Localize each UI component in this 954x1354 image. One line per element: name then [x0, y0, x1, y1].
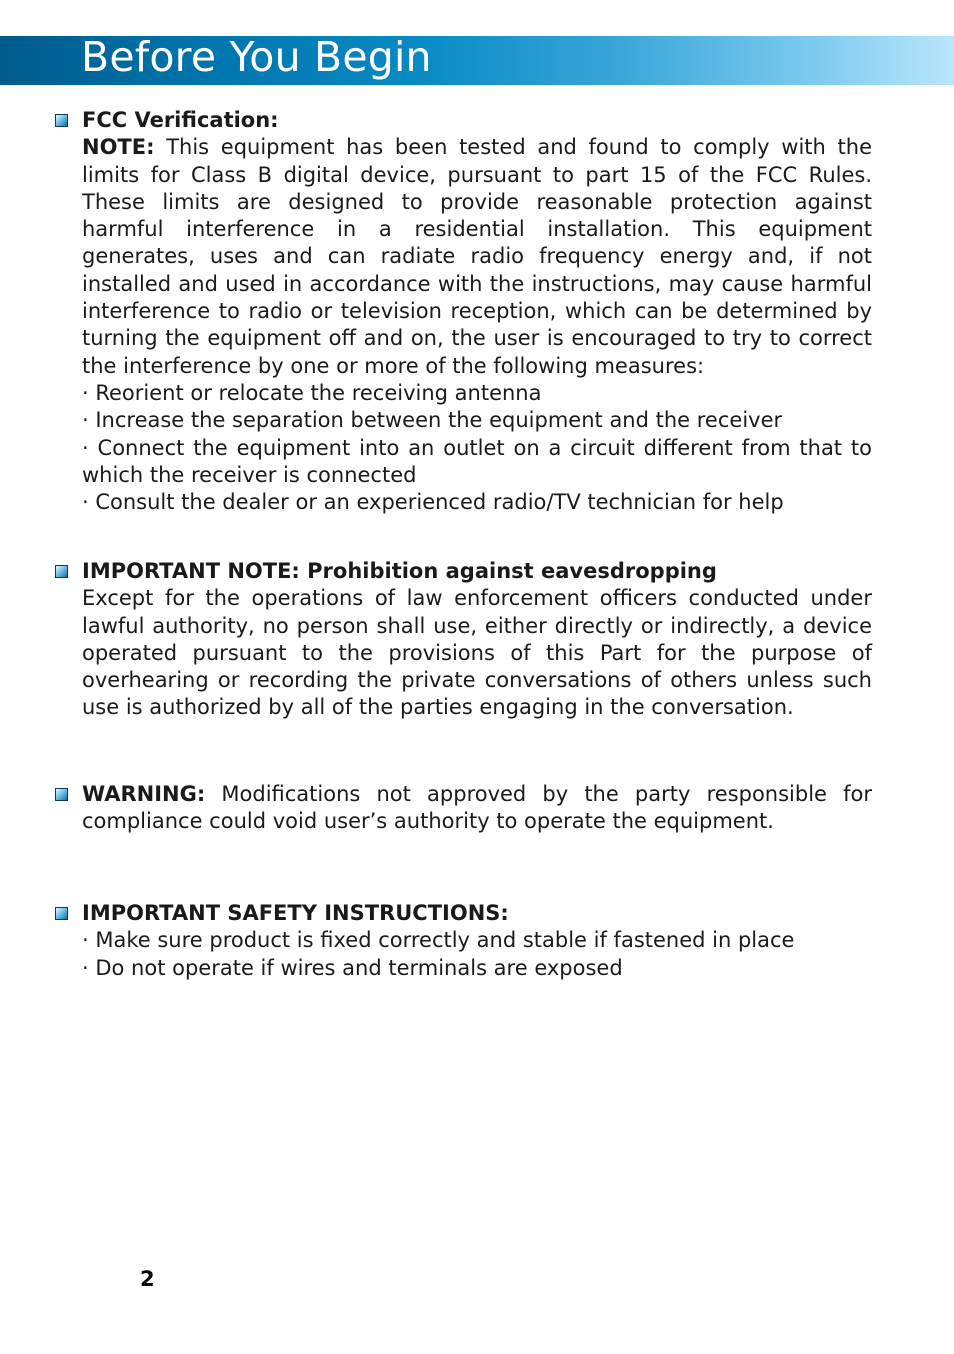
fcc-verification-section	[82, 107, 872, 516]
safety-heading: IMPORTANT SAFETY INSTRUCTIONS:	[82, 901, 509, 925]
square-bullet-icon	[55, 907, 68, 920]
fcc-heading: FCC Verification:	[82, 108, 279, 132]
warning-section	[82, 781, 872, 836]
fcc-measure-item: · Consult the dealer or an experienced radio/TV technician for help	[82, 490, 784, 515]
fcc-note-paragraph	[82, 134, 872, 380]
fcc-measure-item: · Increase the separation between the equipment and the receiver	[82, 408, 783, 433]
eavesdropping-text: Except for the operations of law enforcement officers conducted under lawful authority, no person shall use, either directly or indirectly, a device operated pursuant to the provisions of this Part for the purpose of overhearing or recording the private conversations of others unless such use is authorized by all of the parties engaging in the conversation.	[82, 586, 872, 720]
warning-text: Modifications not approved by the party responsible for compliance could void user’s authority to operate the equipment.	[82, 782, 872, 834]
warning-paragraph	[82, 781, 872, 836]
safety-item: · Do not operate if wires and terminals are exposed	[82, 955, 623, 980]
square-bullet-icon	[55, 114, 68, 127]
warning-label: WARNING:	[82, 782, 206, 806]
safety-section	[82, 900, 872, 982]
page-number: 2	[140, 1267, 155, 1291]
fcc-measure-item: · Connect the equipment into an outlet on a circuit different from that to which the receiver is connected	[82, 435, 872, 487]
eavesdropping-section	[82, 558, 872, 722]
eavesdropping-heading: IMPORTANT NOTE: Prohibition against eavesdropping	[82, 559, 717, 583]
note-label: NOTE:	[82, 135, 155, 160]
safety-item: · Make sure product is fixed correctly and stable if fastened in place	[82, 928, 795, 953]
square-bullet-icon	[55, 788, 68, 801]
square-bullet-icon	[55, 565, 68, 578]
page-title: Before You Begin	[81, 33, 432, 81]
fcc-note-text: This equipment has been tested and found to comply with the limits for Class B digital device, pursuant to part 15 of the FCC Rules. These limits are designed to provide reasonable protection against harmful interference in a residential installation. This equipment generates, uses and can radiate radio frequency energy and, if not installed and used in accordance with the instructions, may cause harmful interference to radio or television reception, which can be determined by turning the equipment off and on, the user is encouraged to try to correct the interference by one or more of the following measures:	[82, 135, 872, 378]
fcc-measure-item: · Reorient or relocate the receiving antenna	[82, 380, 542, 405]
